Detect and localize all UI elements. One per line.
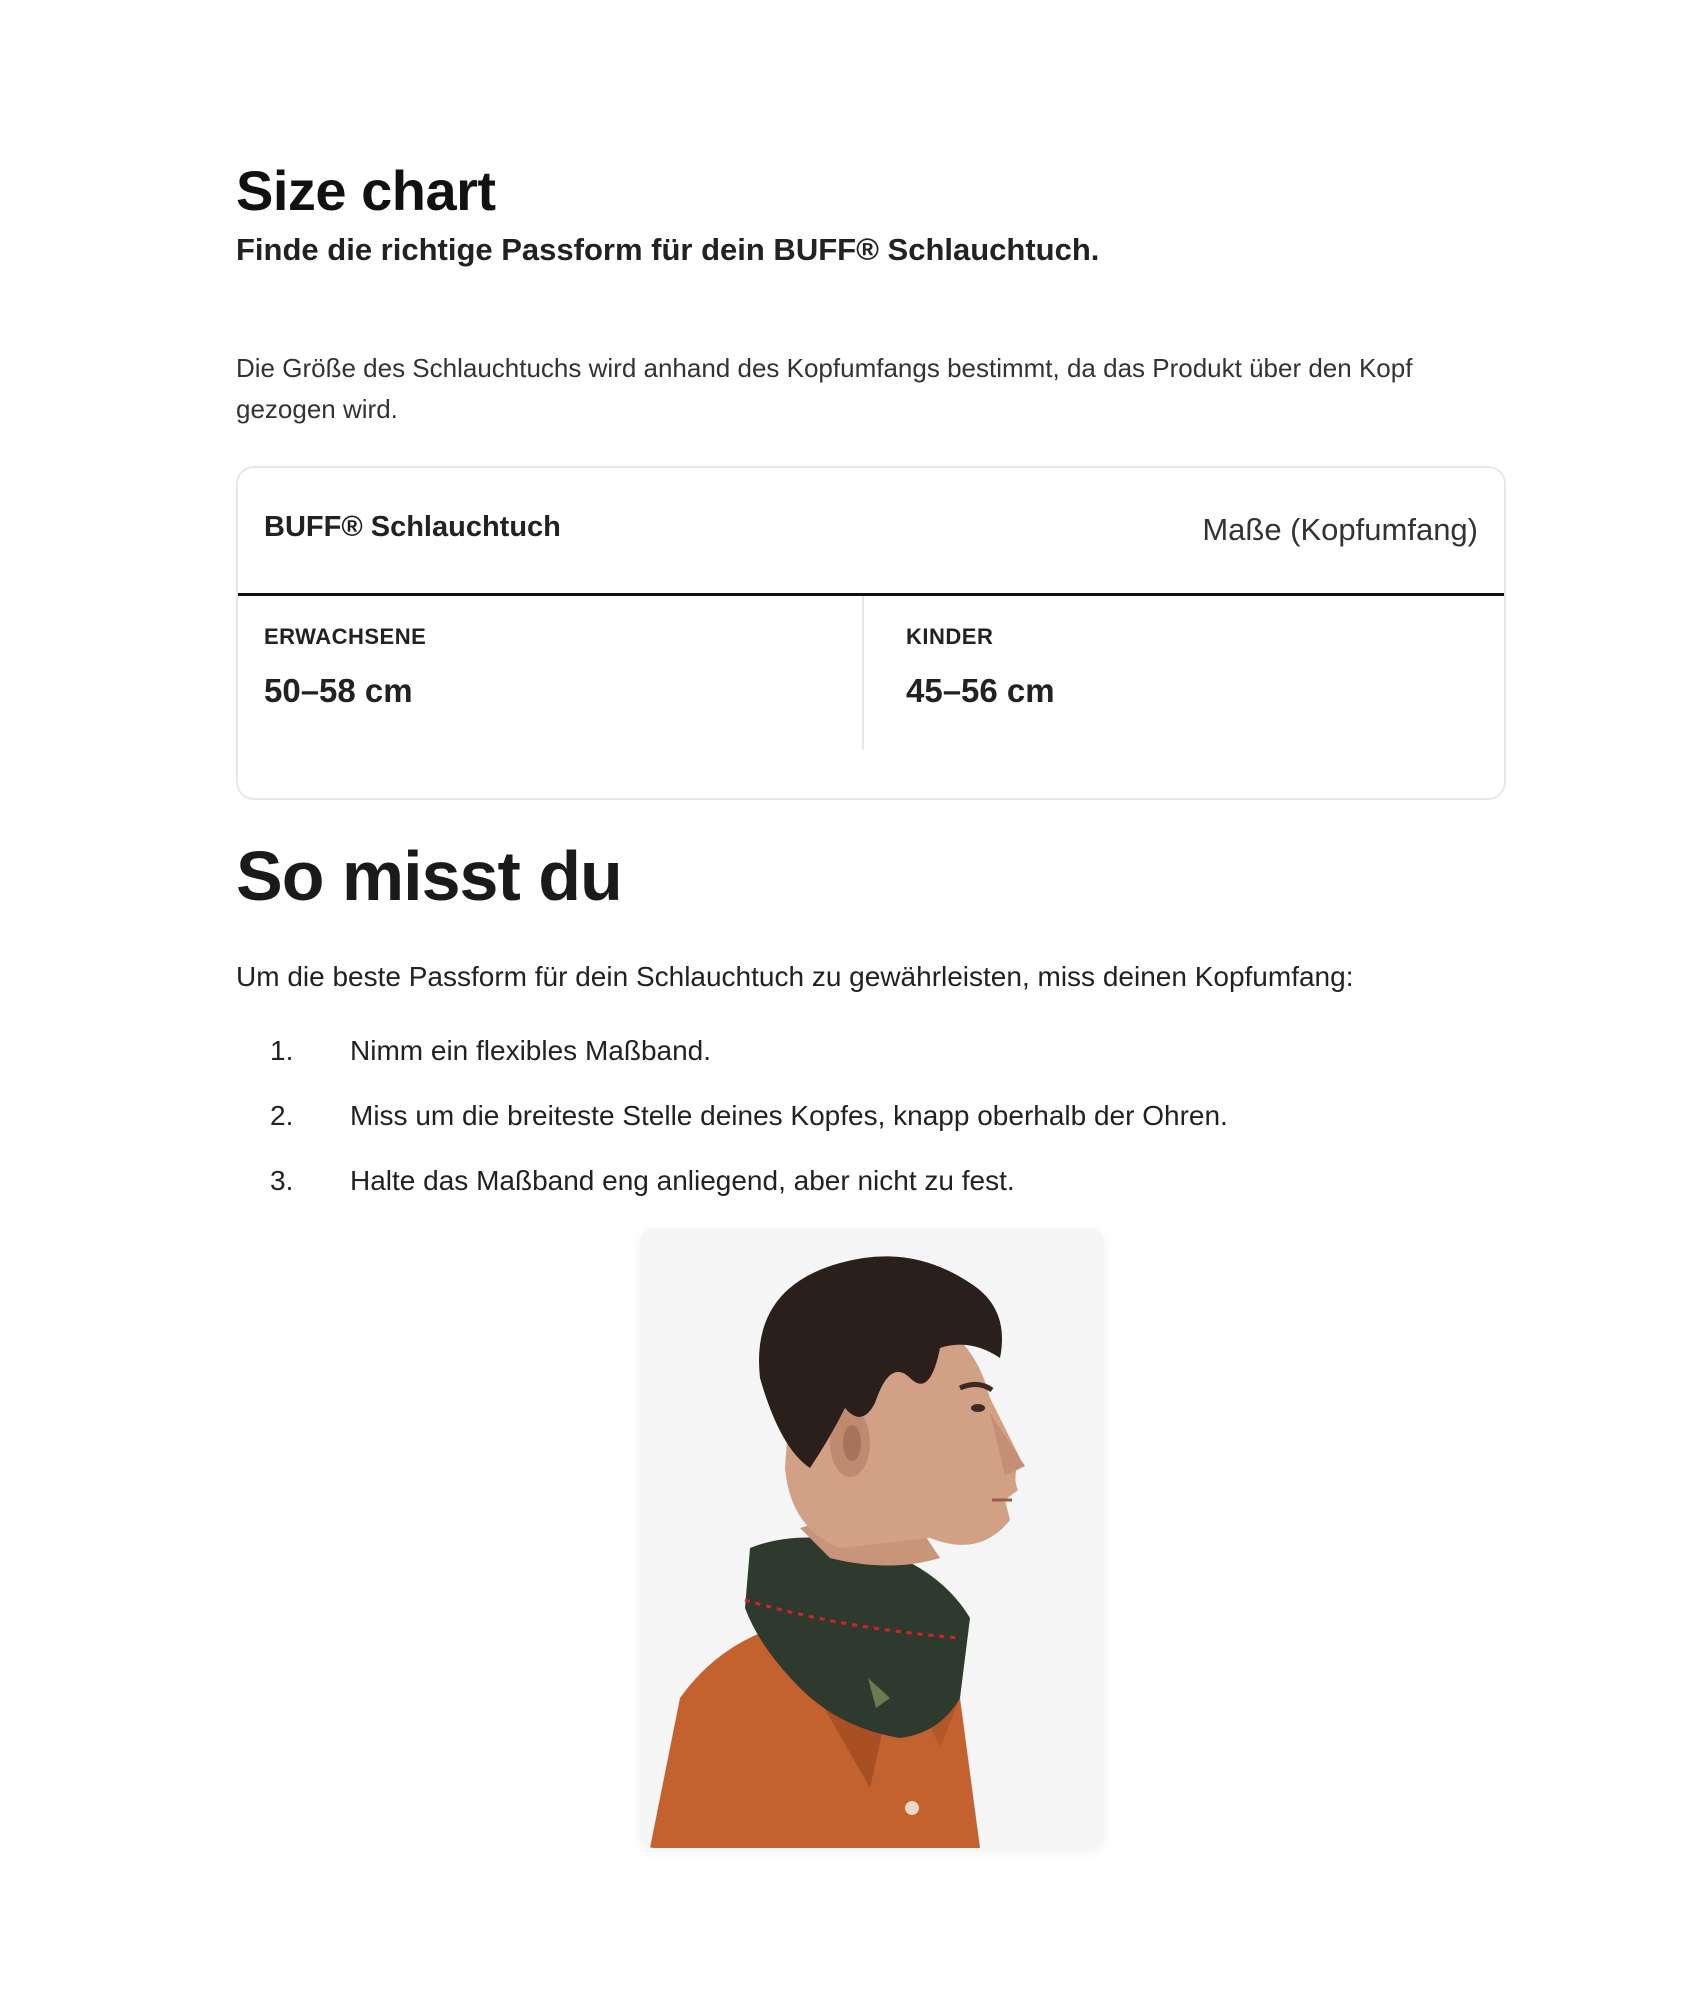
step-number: 2. (270, 1100, 294, 1132)
page-subtitle: Finde die richtige Passform für dein BUFF® Schlauchtuch. (236, 231, 1100, 267)
step-text: Miss um die breiteste Stelle deines Kopfes, knapp oberhalb der Ohren. (350, 1100, 1228, 1132)
person-wearing-neck-tube-image (640, 1228, 1104, 1848)
measure-label: Maße (Kopfumfang) (1202, 512, 1478, 548)
content (236, 160, 1508, 1214)
size-column-adults (238, 596, 862, 750)
step-text: Nimm ein flexibles Maßband. (350, 1035, 712, 1067)
list-item (236, 1019, 1508, 1084)
list-item (236, 1084, 1508, 1149)
step-number: 1. (270, 1035, 294, 1067)
list-item (236, 1149, 1508, 1214)
step-number: 3. (270, 1165, 294, 1197)
size-value-kids: 45–56 cm (906, 671, 1055, 709)
step-text: Halte das Maßband eng anliegend, aber nicht zu fest. (350, 1165, 1015, 1197)
measure-steps-list (236, 1019, 1508, 1214)
size-value-adults: 50–58 cm (264, 671, 413, 709)
size-column-kids (862, 596, 1504, 750)
product-name: BUFF® Schlauchtuch (264, 510, 561, 543)
size-table-header (238, 468, 1504, 596)
how-to-measure-title: So misst du (236, 836, 622, 915)
size-label-kids: KINDER (906, 623, 994, 649)
measurement-illustration (640, 1228, 1104, 1848)
size-label-adults: ERWACHSENE (264, 623, 427, 649)
how-to-measure-intro: Um die beste Passform für dein Schlauchtuch zu gewährleisten, miss deinen Kopfumfang: (236, 960, 1354, 992)
size-table-body (238, 596, 1504, 750)
page-title: Size chart (236, 159, 496, 222)
size-table-card (236, 466, 1506, 800)
size-intro-text: Die Größe des Schlauchtuchs wird anhand des Kopfumfangs bestimmt, da das Produkt über den Kopf gezogen wird. (236, 352, 1413, 424)
